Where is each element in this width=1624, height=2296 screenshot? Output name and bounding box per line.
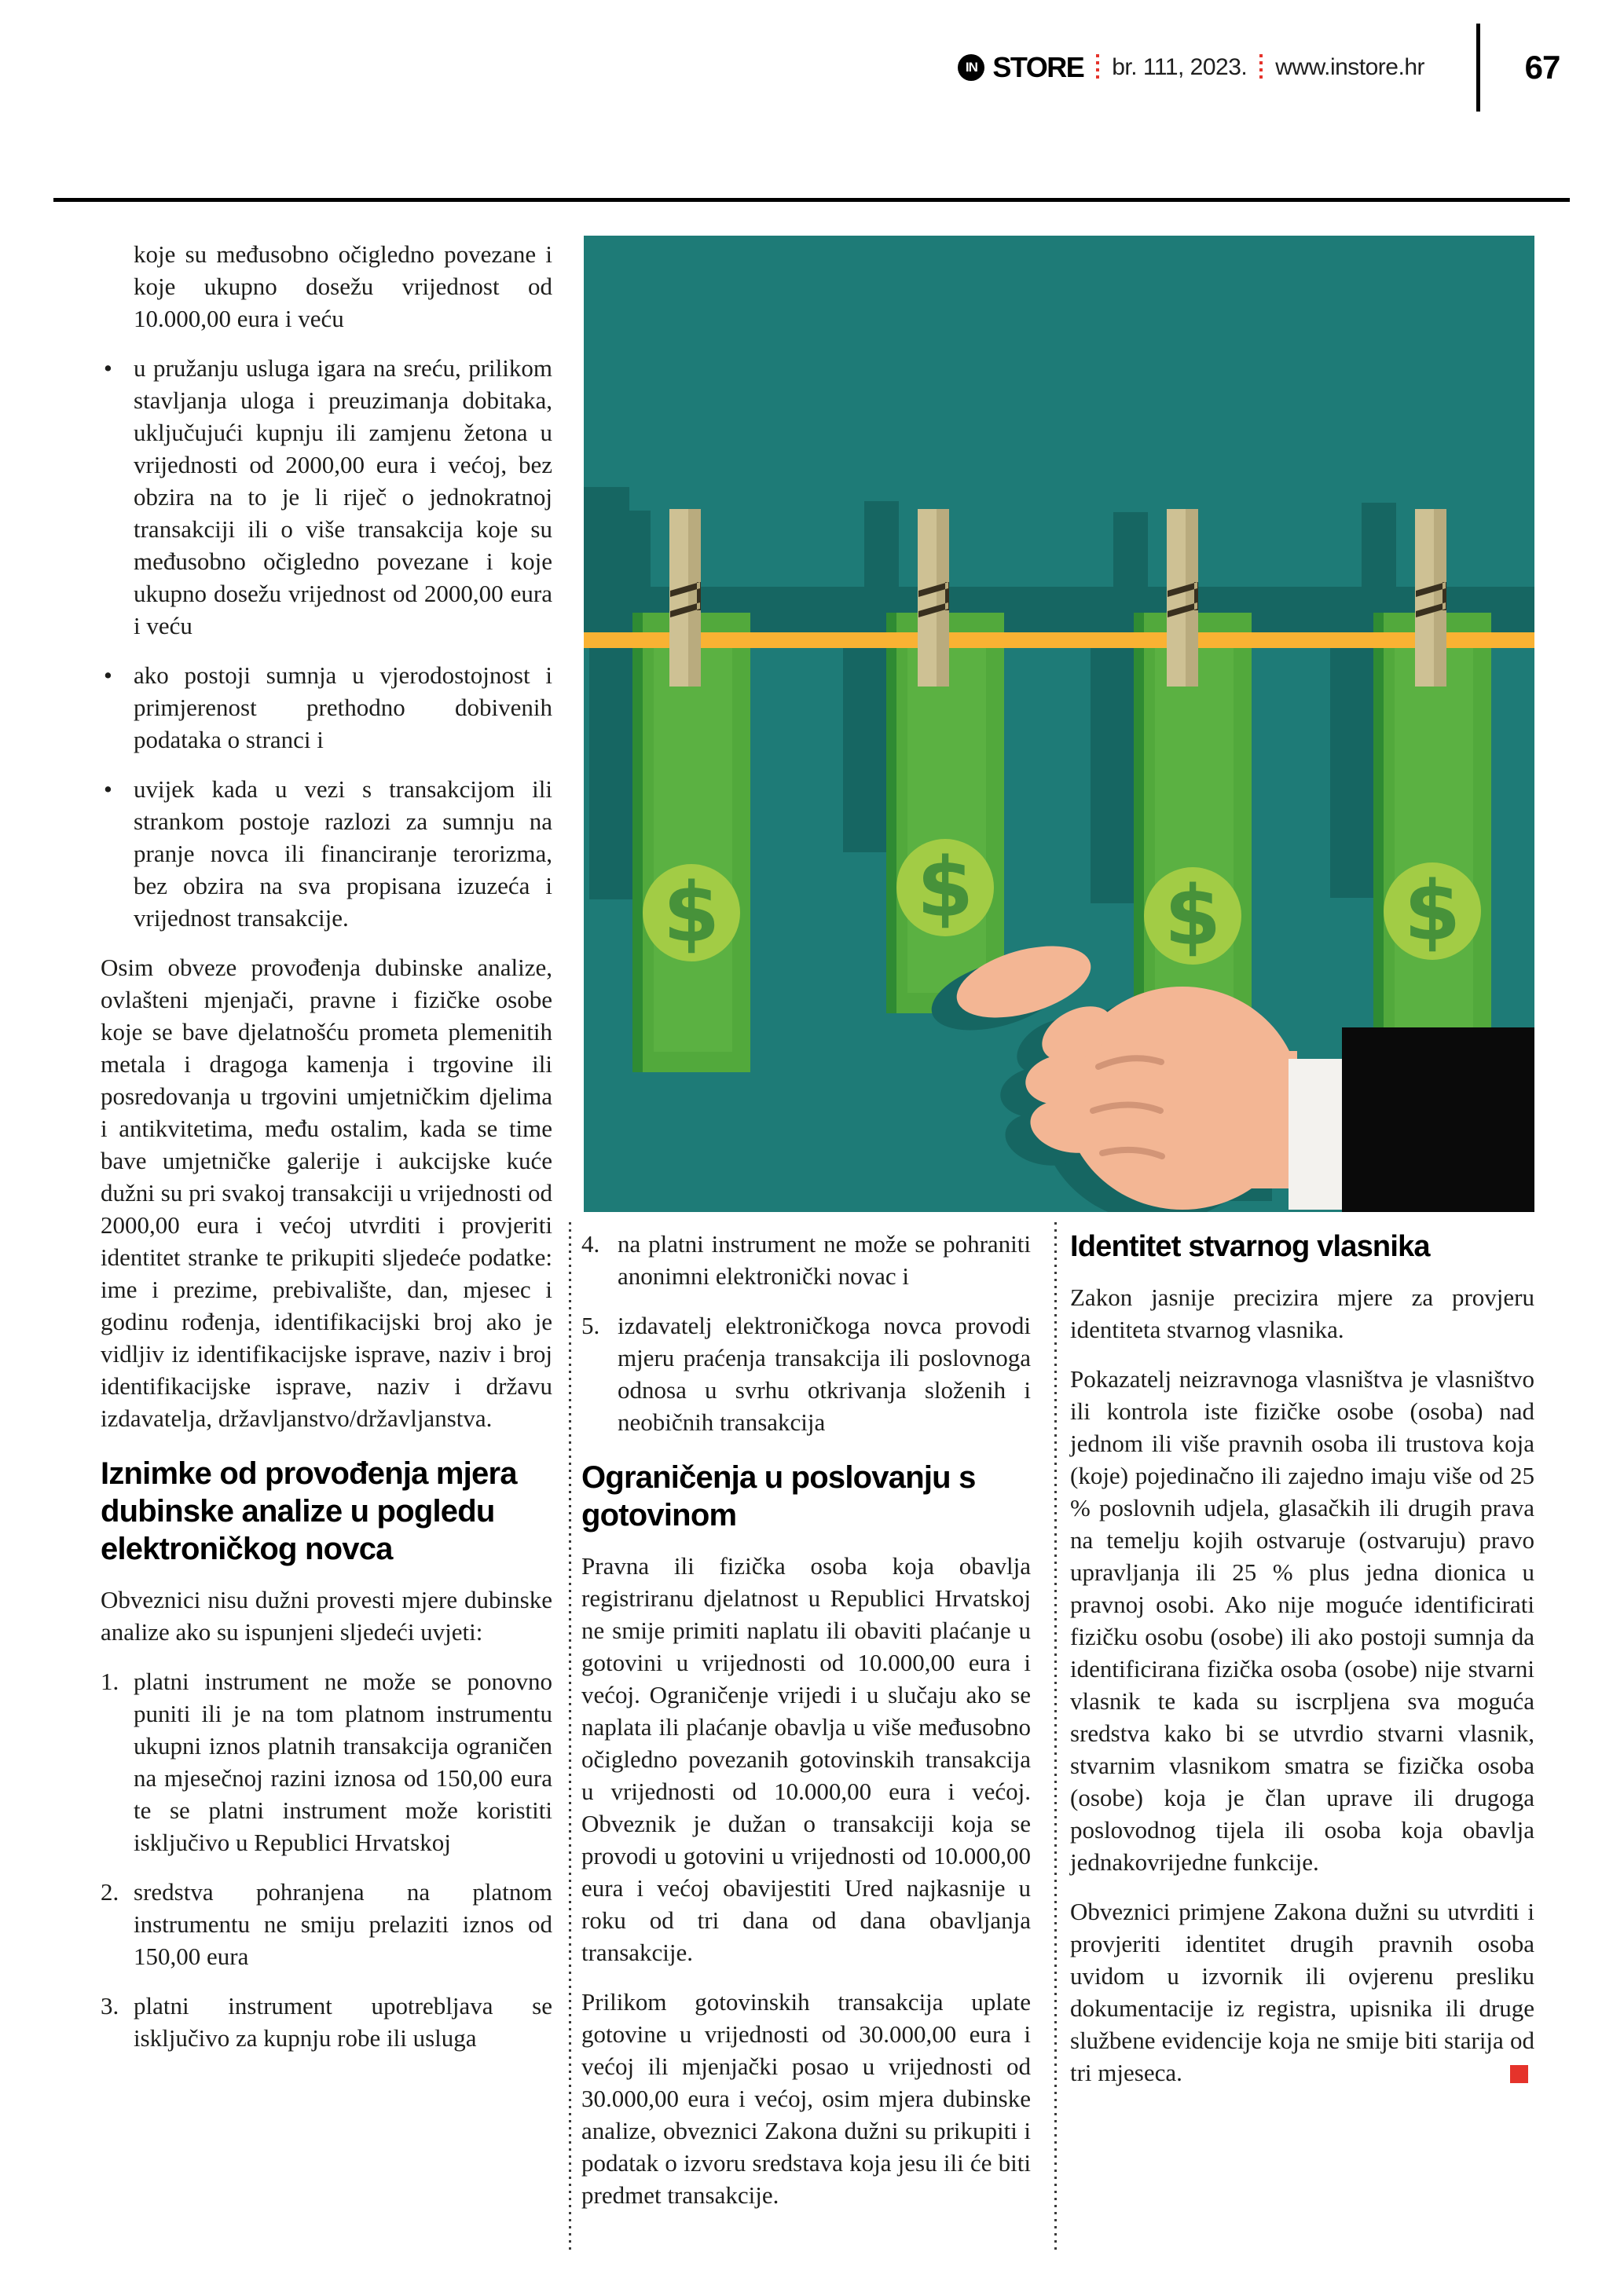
body-paragraph: Zakon jasnije precizira mjere za provjeru identiteta stvarnog vlasnika. xyxy=(1070,1283,1534,1343)
list-item-text: ako postoji sumnja u vjerodostojnost i primjerenost prethodno dobivenih podataka o stranci i xyxy=(134,661,552,753)
page-header xyxy=(958,24,1570,112)
list-number: 4. xyxy=(581,1230,600,1258)
red-dotted-separator xyxy=(1259,54,1263,81)
body-paragraph: Pokazatelj neizravnoga vlasništva je vlasništvo ili kontrola iste fizičke osobe (osoba) nad jednom ili više pravnih osoba ili trustova koja (koje) pojedinačno ili zajedno imaju više od 25 % poslovnih udjela, glasačkih ili drugih prava na temelju kojih ostvaruje (ostvaruju) pravo upravljanja ili 25 % plus jedna dionica u pravnoj osobi. Ako nije moguće identificirati fizičku osobu (osobe) ili ako postoji sumnja da identificirana fizička osoba (osobe) nije stvarni vlasnik te kada su iscrpljena sva moguća sredstva kako bi se utvrdio stvarni vlasnik, stvarnim vlasnikom smatra se fizička osoba (osobe) koja je član uprave ili drugoga poslovodnog tijela ili osoba koja obavlja jednakovrijedne funkcije. xyxy=(1070,1365,1534,1876)
section-heading: Identitet stvarnog vlasnika xyxy=(1070,1230,1430,1263)
section-heading: Ograničenja u poslovanju s gotovinom xyxy=(581,1460,976,1532)
logo-text: STORE xyxy=(992,51,1084,83)
header-divider-bar xyxy=(1476,24,1480,112)
list-number: 5. xyxy=(581,1312,600,1339)
list-item-text: na platni instrument ne može se pohraniti anonimni elektronički novac i xyxy=(618,1230,1031,1290)
dollar-sign: $ xyxy=(1164,868,1222,964)
list-item xyxy=(101,659,552,756)
continued-list-item: koje su međusobno očigledno povezane i koje ukupno dosežu vrijednost od 10.000,00 eura i veću xyxy=(134,240,552,332)
list-item xyxy=(101,1665,552,1858)
top-rule xyxy=(53,198,1570,202)
article-end-mark xyxy=(1510,2065,1528,2083)
dollar-sign: $ xyxy=(916,840,974,936)
body-paragraph xyxy=(1070,1895,1534,2089)
list-item xyxy=(581,1228,1031,1292)
list-item-text: platni instrument upotrebljava se isključivo za kupnju robe ili usluga xyxy=(134,1992,552,2052)
body-paragraph: Pravna ili fizička osoba koja obavlja registriranu djelatnost u Republici Hrvatskoj ne smije primiti naplatu ili obaviti plaćanje u gotovini u vrijednosti od 10.000,00 eura i većoj. Ograničenje vrijedi i u slučaju ako se naplata ili plaćanje obavlja u više međusobno očigledno povezanih gotovinskih transakcija u vrijednosti od 10.000,00 eura i većoj. Obveznik je dužan o transakciji koja se provodi u gotovini u vrijednosti od 10.000,00 eura i većoj obavijestiti Ured najkasnije u roku od tri dana od dana obavljanja transakcije. xyxy=(581,1552,1031,1966)
list-item-text: uvijek kada u vezi s transakcijom ili strankom postoje razlozi za sumnju na pranje novca ili financiranje terorizma, bez obzira na sva propisana izuzeća i vrijednost transakcije. xyxy=(134,775,552,932)
clothesline xyxy=(584,632,1534,648)
dollar-sign: $ xyxy=(1403,863,1461,959)
list-number: 2. xyxy=(101,1878,119,1906)
website-url: www.instore.hr xyxy=(1275,54,1424,80)
dollar-sign: $ xyxy=(662,865,720,961)
body-paragraph: Osim obveze provođenja dubinske analize, ovlašteni mjenjači, pravne i fizičke osobe koje se bave djelatnošću prometa plemenitih metala i dragoga kamenja i trgovine ili posredovanja u trgovini umjetničkim djelima i antikvitetima, među ostalim, kada se time bave umjetničke galerije i aukcijske kuće dužni su pri svakoj transakciji u vrijednosti od 2000,00 eura i većoj utvrditi i provjeriti identitet stranke te prikupiti sljedeće podatke: ime i prezime, prebivalište, dan, mjesec i godinu rođenja, identifikacijski broj ako je vidljiv iz identifikacijske isprave, naziv i broj identifikacijske isprave, naziv i državu izdavatelja, državljanstvo/državljanstva. xyxy=(101,954,552,1432)
money-laundering-illustration xyxy=(584,236,1534,1212)
section-heading: Iznimke od provođenja mjera dubinske analize u pogledu elektroničkog novca xyxy=(101,1456,517,1566)
issue-number: br. 111, 2023. xyxy=(1112,54,1248,80)
suit-sleeve xyxy=(1342,1027,1534,1212)
bullet-icon: • xyxy=(104,775,112,803)
instore-logo-icon: IN xyxy=(958,54,984,81)
column-separator xyxy=(1054,1222,1057,2253)
list-item-text: izdavatelj elektroničkoga novca provodi mjeru praćenja transakcija ili poslovnoga odnosa u svrhu otkrivanja složenih i neobičnih transakcija xyxy=(618,1312,1031,1436)
paragraph-text: Obveznici primjene Zakona dužni su utvrditi i provjeriti identitet drugih pravnih osoba uvidom u izvornik ili ovjerenu presliku dokumentacije iz registra, upisnika ili druge službene evidencije koja ne smije biti starija od tri mjeseca. xyxy=(1070,1898,1534,2086)
right-column xyxy=(1070,1228,1534,2106)
red-dotted-separator xyxy=(1096,54,1099,81)
list-item-text: platni instrument ne može se ponovno puniti ili je na tom platnom instrumentu ukupni iznos platnih transakcija ograničen na mjesečnoj razini iznosa od 150,00 eura te se platni instrument može koristiti isključivo u Republici Hrvatskoj xyxy=(134,1668,552,1856)
body-paragraph: Prilikom gotovinskih transakcija uplate gotovine u vrijednosti od 30.000,00 eura i većoj ili mjenjački posao u vrijednosti od 30.000,00 eura i većoj, osim mjera dubinske analize, obveznici Zakona dužni su prikupiti i podatak o izvoru sredstava koja jesu ili će biti predmet transakcije. xyxy=(581,1988,1031,2209)
column-separator xyxy=(569,1222,571,2253)
left-column xyxy=(101,238,552,2071)
list-item-text: u pružanju usluga igara na sreću, prilikom stavljanja uloga i preuzimanja dobitaka, uključujući kupnju ili zamjenu žetona u vrijednosti od 2000,00 eura i većoj, bez obzira na to je li riječ o jednokratnoj transakciji ili o više transakcija koje su međusobno očigledno povezane i koje ukupno dosežu vrijednost od 2000,00 eura i veću xyxy=(134,354,552,639)
body-paragraph: Obveznici nisu dužni provesti mjere dubinske analize ako su ispunjeni sljedeći uvjeti: xyxy=(101,1586,552,1646)
shirt-cuff xyxy=(1289,1059,1347,1210)
list-item xyxy=(101,1990,552,2054)
bullet-icon: • xyxy=(104,354,112,382)
list-item xyxy=(101,352,552,642)
list-number: 1. xyxy=(101,1668,119,1695)
page-number: 67 xyxy=(1524,49,1560,86)
list-item xyxy=(101,1876,552,1972)
list-item xyxy=(101,773,552,934)
list-item xyxy=(581,1309,1031,1438)
list-number: 3. xyxy=(101,1992,119,2020)
list-item-text: sredstva pohranjena na platnom instrumentu ne smiju prelaziti iznos od 150,00 eura xyxy=(134,1878,552,1970)
bullet-icon: • xyxy=(104,661,112,689)
middle-column xyxy=(581,1228,1031,2228)
illustration-svg xyxy=(584,236,1534,1212)
